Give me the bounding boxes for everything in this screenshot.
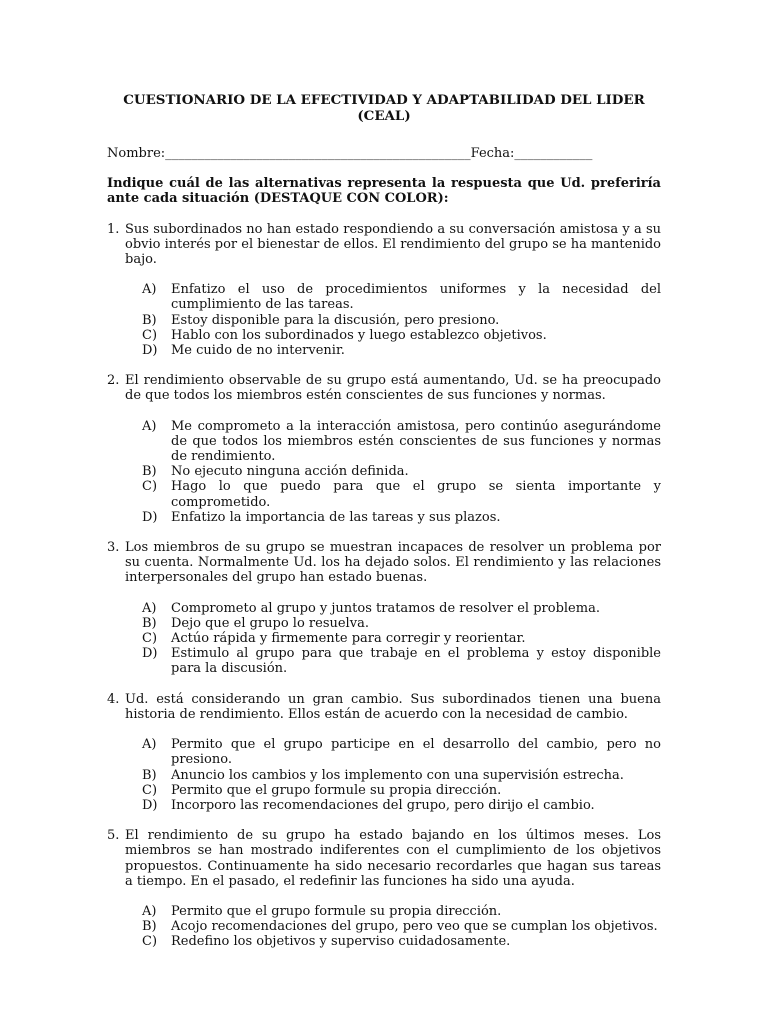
question-text: Los miembros de su grupo se muestran incapaces de resolver un problema por su cuenta. Normalmente Ud. los ha dejado solos. El rendimiento y las relaciones interpersonales del grupo han estado buenas.: [125, 540, 661, 586]
option-letter: D): [142, 509, 158, 525]
option-a[interactable]: [142, 601, 661, 616]
option-text: Estimulo al grupo para que trabaje en el problema y estoy disponible para la discusión.: [171, 646, 661, 677]
option-d[interactable]: [142, 798, 661, 813]
option-letter: A): [142, 903, 157, 919]
option-list: [125, 737, 661, 813]
option-text: Actúo rápida y firmemente para corregir y reorientar.: [171, 631, 526, 647]
option-text: Incorporo las recomendaciones del grupo, pero dirijo el cambio.: [171, 797, 595, 813]
question-number: 5.: [107, 828, 120, 844]
option-a[interactable]: [142, 419, 661, 465]
option-text: Estoy disponible para la discusión, pero presiono.: [171, 312, 500, 328]
option-text: Enfatizo el uso de procedimientos uniformes y la necesidad del cumplimiento de las tareas.: [171, 282, 661, 313]
question-4: [107, 692, 661, 813]
option-letter: D): [142, 343, 158, 359]
option-text: Me comprometo a la interacción amistosa, pero continúo asegurándome de que todos los miembros estén conscientes de sus funciones y normas de rendimiento.: [171, 418, 661, 465]
option-text: Comprometo al grupo y juntos tratamos de resolver el problema.: [171, 600, 600, 616]
option-text: Permito que el grupo formule su propia dirección.: [171, 782, 502, 798]
option-letter: C): [142, 934, 158, 950]
option-b[interactable]: [142, 919, 661, 934]
option-letter: A): [142, 282, 157, 298]
question-5: [107, 828, 661, 949]
name-date-field: Nombre:_______________________________________________Fecha:____________: [107, 146, 593, 161]
title-line-1: CUESTIONARIO DE LA EFECTIVIDAD Y ADAPTABILIDAD DEL LIDER: [123, 92, 645, 108]
option-letter: A): [142, 600, 157, 616]
question-number: 1.: [107, 221, 120, 237]
option-text: Acojo recomendaciones del grupo, pero veo que se cumplan los objetivos.: [171, 919, 658, 935]
option-list: [125, 904, 661, 950]
question-number: 2.: [107, 373, 120, 389]
option-letter: C): [142, 782, 158, 798]
option-letter: D): [142, 797, 158, 813]
question-2: [107, 373, 661, 525]
question-1: [107, 222, 661, 359]
option-b[interactable]: [142, 616, 661, 631]
option-list: [125, 601, 661, 677]
question-number: 4.: [107, 691, 120, 707]
option-d[interactable]: [142, 646, 661, 676]
question-list: [107, 222, 661, 950]
option-letter: D): [142, 646, 158, 662]
option-letter: B): [142, 615, 157, 631]
document-page: [107, 92, 661, 950]
option-letter: C): [142, 479, 158, 495]
option-text: Redefino los objetivos y superviso cuidadosamente.: [171, 934, 511, 950]
question-number: 3.: [107, 540, 120, 556]
question-text: El rendimiento de su grupo ha estado bajando en los últimos meses. Los miembros se han mostrado indiferentes con el cumplimiento de los objetivos propuestos. Continuamente ha sido necesario recordarles que hagan sus tareas a tiempo. En el pasado, el redefinir las funciones ha sido una ayuda.: [125, 828, 661, 889]
option-letter: C): [142, 327, 158, 343]
title-line-2: (CEAL): [357, 108, 411, 124]
option-a[interactable]: [142, 904, 661, 919]
question-3: [107, 540, 661, 677]
option-text: Anuncio los cambios y los implemento con una supervisión estrecha.: [171, 767, 624, 783]
option-text: Hablo con los subordinados y luego establezco objetivos.: [171, 327, 547, 343]
option-d[interactable]: [142, 510, 661, 525]
option-b[interactable]: [142, 313, 661, 328]
option-text: Hago lo que puedo para que el grupo se sienta importante y comprometido.: [171, 479, 661, 510]
option-b[interactable]: [142, 768, 661, 783]
option-letter: B): [142, 919, 157, 935]
option-text: Me cuido de no intervenir.: [171, 343, 345, 359]
option-text: Permito que el grupo participe en el desarrollo del cambio, pero no presiono.: [171, 737, 661, 768]
option-d[interactable]: [142, 343, 661, 358]
option-list: [125, 282, 661, 358]
option-letter: A): [142, 418, 157, 434]
option-text: Enfatizo la importancia de las tareas y sus plazos.: [171, 509, 501, 525]
option-c[interactable]: [142, 328, 661, 343]
option-letter: B): [142, 312, 157, 328]
question-text: Ud. está considerando un gran cambio. Sus subordinados tienen una buena historia de rendimiento. Ellos están de acuerdo con la necesidad de cambio.: [125, 691, 661, 722]
option-letter: B): [142, 767, 157, 783]
option-letter: C): [142, 631, 158, 647]
option-list: [125, 419, 661, 525]
document-title: [107, 92, 661, 124]
option-a[interactable]: [142, 737, 661, 767]
option-letter: A): [142, 737, 157, 753]
option-text: Permito que el grupo formule su propia dirección.: [171, 903, 502, 919]
option-a[interactable]: [142, 282, 661, 312]
option-b[interactable]: [142, 464, 661, 479]
option-c[interactable]: [142, 479, 661, 509]
option-text: No ejecuto ninguna acción definida.: [171, 464, 409, 480]
question-text: El rendimiento observable de su grupo está aumentando, Ud. se ha preocupado de que todos los miembros estén conscientes de sus funciones y normas.: [125, 373, 661, 404]
question-text: Sus subordinados no han estado respondiendo a su conversación amistosa y a su obvio interés por el bienestar de ellos. El rendimiento del grupo se ha mantenido bajo.: [125, 221, 661, 268]
instructions: Indique cuál de las alternativas representa la respuesta que Ud. preferiría ante cada situación (DESTAQUE CON COLOR):: [107, 176, 661, 207]
option-letter: B): [142, 464, 157, 480]
option-c[interactable]: [142, 934, 661, 949]
option-text: Dejo que el grupo lo resuelva.: [171, 615, 369, 631]
option-c[interactable]: [142, 631, 661, 646]
option-c[interactable]: [142, 783, 661, 798]
